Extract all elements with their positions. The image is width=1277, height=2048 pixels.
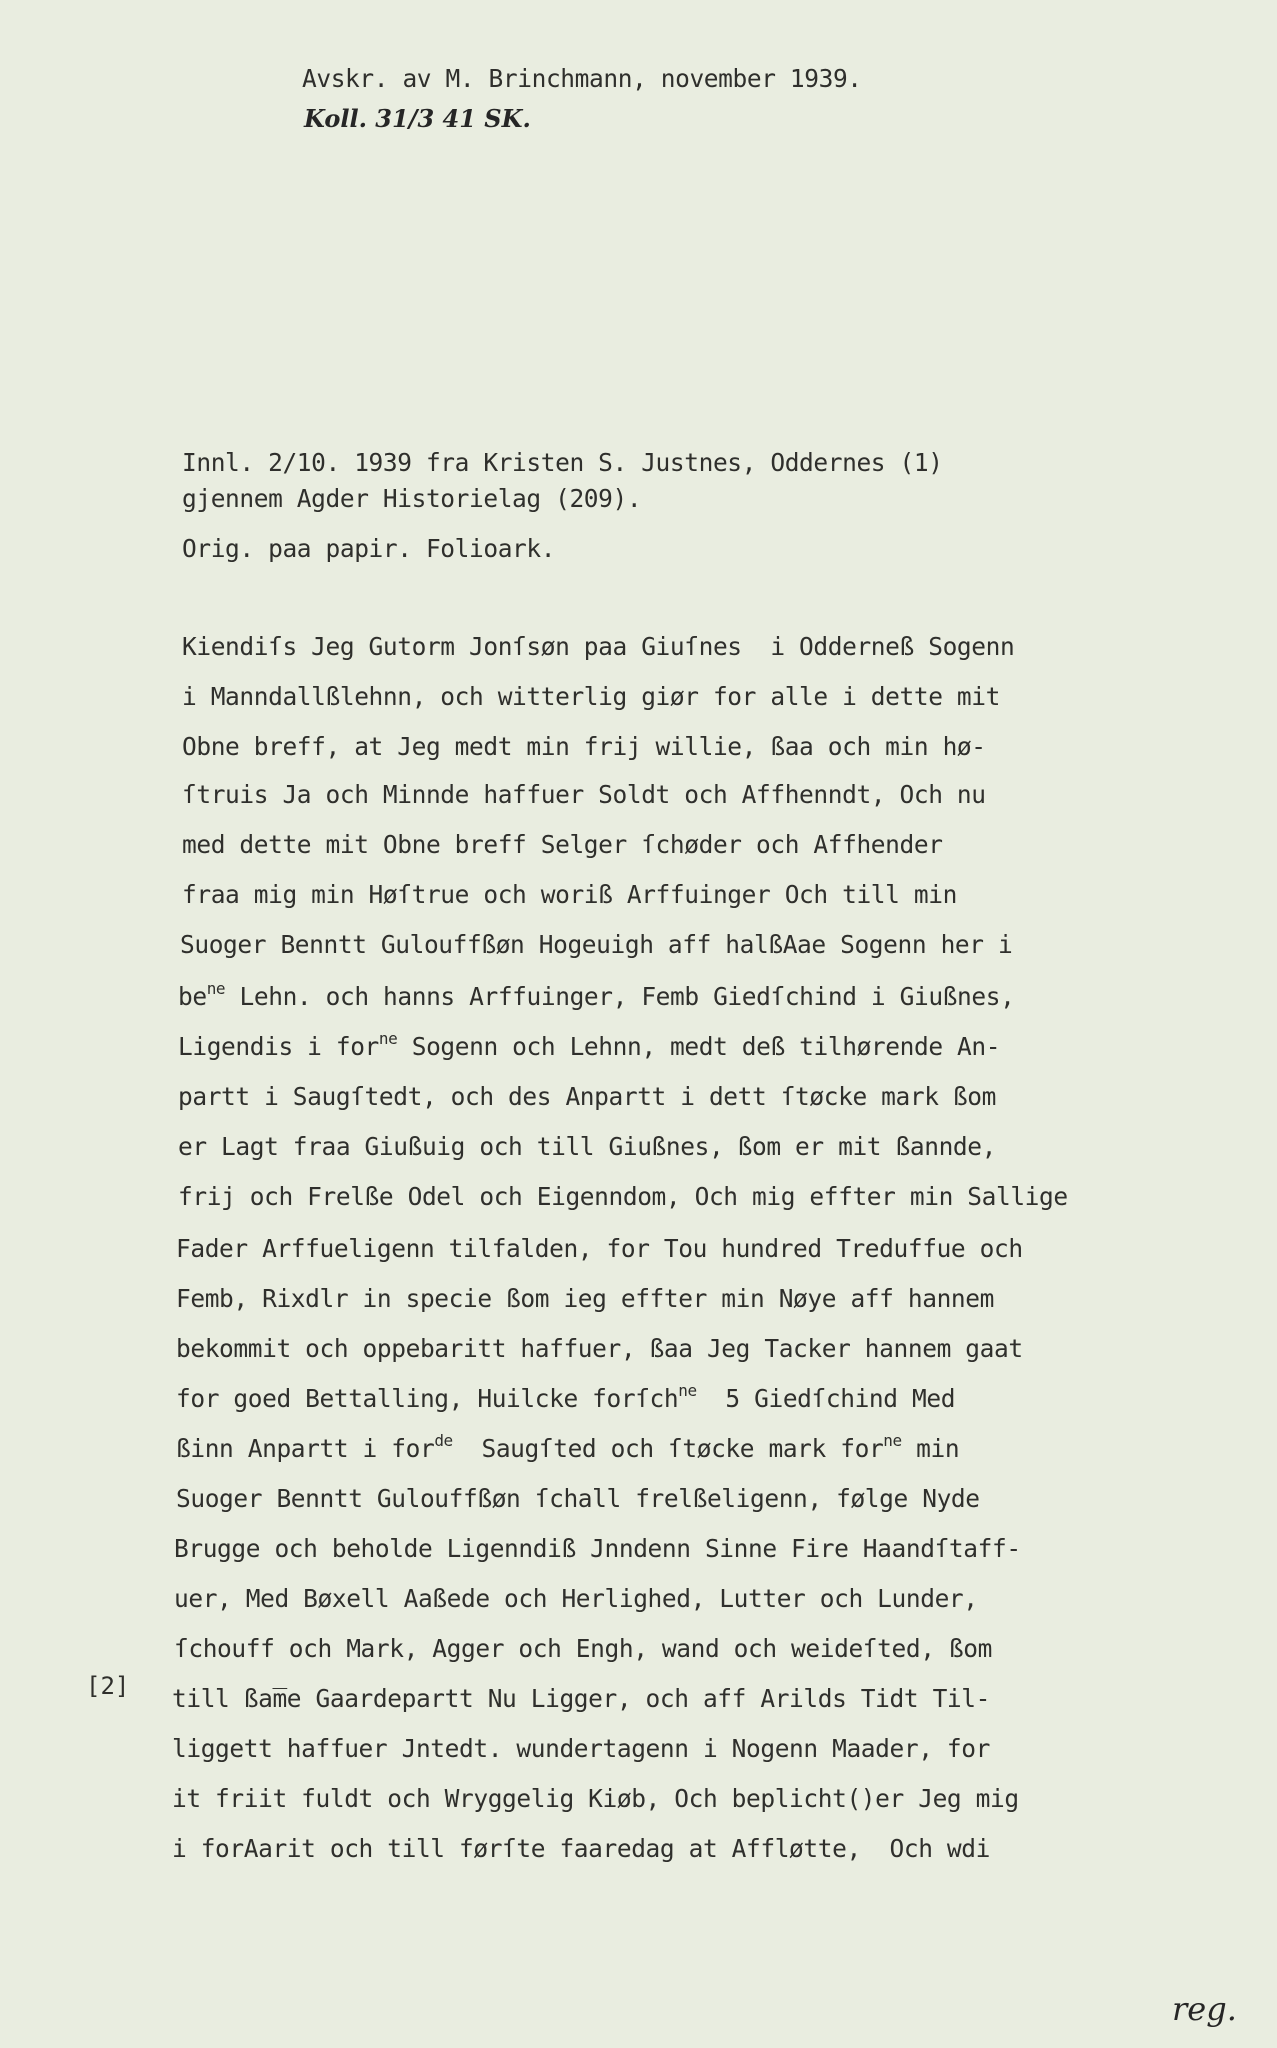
line-text: it friit fuldt och Wryggelig Kiøb, Och beplicht()er Jeg mig [172, 1784, 1019, 1813]
superscript: ne [883, 1431, 902, 1450]
body-line [174, 1634, 992, 1663]
line-text: ſchouff och Mark, Agger och Engh, wand och weideſted, ßom [174, 1634, 992, 1663]
body-line [182, 632, 1014, 661]
line-text: frij och Frelße Odel och Eigenndom, Och mig effter min Sallige [178, 1182, 1068, 1211]
line-text: till ßam̅e Gaardepartt Nu Ligger, och aff Arilds Tidt Til- [172, 1684, 990, 1713]
body-line [182, 880, 957, 909]
body-line [176, 1431, 960, 1463]
body-line [182, 682, 1000, 711]
superscript: de [434, 1431, 453, 1450]
collation-note: Koll. 31/3 41 SK. [304, 104, 531, 133]
line-text: fraa mig min Høſtrue och woriß Arffuinger Och till min [182, 880, 957, 909]
line-text: med dette mit Obne breff Selger ſchøder och Affhender [182, 830, 943, 859]
body-line [172, 1684, 990, 1713]
line-text: ſtruis Ja och Minnde haffuer Soldt och Affhenndt, Och nu [182, 780, 986, 809]
line-text: bekommit och oppebaritt haffuer, ßaa Jeg Tacker hannem gaat [176, 1334, 1023, 1363]
line-text: 5 Giedſchind Med [696, 1384, 956, 1413]
meta-line-1: Innl. 2/10. 1939 fra Kristen S. Justnes, Oddernes (1) [182, 448, 943, 477]
body-line [172, 1734, 990, 1763]
body-line [176, 1381, 956, 1413]
body-line [182, 830, 943, 859]
line-text: Brugge och beholde Ligenndiß Jnndenn Sinne Fire Haandſtaff- [174, 1534, 1021, 1563]
body-line [178, 1132, 996, 1161]
body-line [178, 979, 1015, 1011]
meta-line-2: gjennem Agder Historielag (209). [182, 484, 642, 513]
body-line [178, 1182, 1068, 1211]
line-text: Femb, Rixdlr in specie ßom ieg effter min Nøye aff hannem [176, 1284, 994, 1313]
body-line [174, 1534, 1021, 1563]
body-line [176, 1234, 1023, 1263]
meta-line-3: Orig. paa papir. Folioark. [182, 534, 556, 563]
body-line [176, 1334, 1023, 1363]
line-text: Sogenn och Lehnn, medt deß tilhørende An- [397, 1032, 1001, 1061]
register-mark: reg. [1172, 1990, 1237, 2028]
line-text: Kiendiſs Jeg Gutorm Jonſsøn paa Giuſnes i Odderneß Sogenn [182, 632, 1015, 661]
line-text: for goed Bettalling, Huilcke forſch [176, 1384, 679, 1413]
transcription-note: Avskr. av M. Brinchmann, november 1939. [302, 64, 862, 93]
line-text: Saugſted och ſtøcke mark for [452, 1434, 884, 1463]
line-text: Suoger Benntt Gulouffßøn ſchall frelßeligenn, følge Nyde [176, 1484, 980, 1513]
body-line [182, 732, 986, 761]
line-text: Ligendis i for [178, 1032, 379, 1061]
line-text: i forAarit och till førſte faaredag at Affløtte, Och wdi [172, 1834, 990, 1863]
superscript: ne [678, 1381, 697, 1400]
body-line [174, 1584, 978, 1613]
body-line [176, 1484, 980, 1513]
page-marker: [2] [86, 1672, 130, 1700]
line-text: Lehn. och hanns Arffuinger, Femb Giedſchind i Giußnes, [225, 982, 1015, 1011]
line-text: uer, Med Bøxell Aaßede och Herlighed, Lutter och Lunder, [174, 1584, 978, 1613]
body-line [176, 1284, 994, 1313]
line-text: partt i Saugſtedt, och des Anpartt i dett ſtøcke mark ßom [178, 1082, 996, 1111]
line-text: i Manndallßlehnn, och witterlig giør for alle i dette mit [182, 682, 1000, 711]
body-line [172, 1784, 1019, 1813]
line-text: ßinn Anpartt i for [176, 1434, 435, 1463]
line-text: min [901, 1434, 960, 1463]
line-text: liggett haffuer Jntedt. wundertagenn i Nogenn Maader, for [172, 1734, 990, 1763]
body-line [178, 1029, 1001, 1061]
body-line [180, 930, 1012, 959]
line-text: Fader Arffueligenn tilfalden, for Tou hundred Treduffue och [176, 1234, 1023, 1263]
superscript: ne [206, 979, 226, 998]
line-text: Obne breff, at Jeg medt min frij willie, ßaa och min hø- [182, 732, 986, 761]
body-line [172, 1834, 990, 1863]
line-text: be [178, 982, 207, 1011]
line-text: er Lagt fraa Giußuig och till Giußnes, ßom er mit ßannde, [178, 1132, 996, 1161]
body-line [178, 1082, 996, 1111]
superscript: ne [378, 1029, 398, 1048]
line-text: Suoger Benntt Gulouffßøn Hogeuigh aff halßAae Sogenn her i [180, 930, 1013, 959]
body-line [182, 780, 986, 809]
